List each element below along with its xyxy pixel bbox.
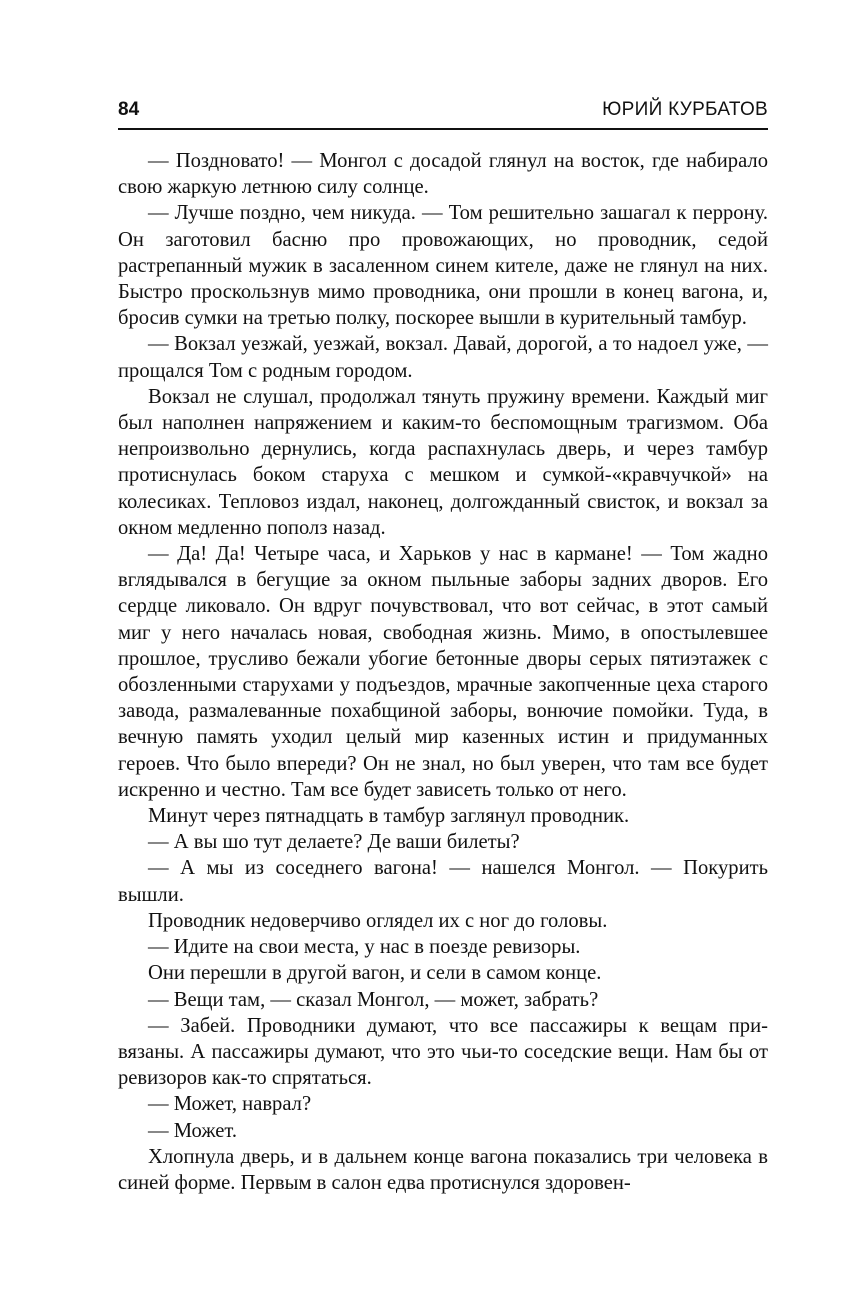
paragraph: Проводник недоверчиво оглядел их с ног до головы. xyxy=(148,909,608,932)
paragraph: — Идите на свои места, у нас в поезде ревизоры. xyxy=(148,936,581,959)
paragraph: — Лучше поздно, чем никуда. — Том решительно зашагал к перрону. Он заготовил басню про провожающих, но проводник, седой растрепанный мужик в засаленном синем кителе, даже не глянул на них. Быстро проскользнув мимо проводника, они прошли в конец вагона, и, бросив сумки на третью полку, поскорее вышли в курительный тамбур. xyxy=(118,202,768,330)
body-text xyxy=(118,148,768,1196)
paragraph: Они перешли в другой вагон, и сели в самом конце. xyxy=(148,962,602,985)
paragraph: — Да! Да! Четыре часа, и Харьков у нас в кармане! — Том жадно вглядывался в бегущие за окном пыльные заборы задних дворов. Его сердце ликовало. Он вдруг почувствовал, что вот сейчас, в этот самый миг у него началась новая, свободная жизнь. Мимо, в опостылевшее прошлое, трусливо бежали убогие бетонные дворы серых пятиэтажек с обозленными старухами у подъездов, мрачные закопченные цеха старого завода, размалеванные похабщиной заборы, вонючие помойки. Туда, в вечную память уходил целый мир казенных истин и придуманных героев. Что было впереди? Он не знал, но был уверен, что там все будет искренно и честно. Там все будет зависеть только от него. xyxy=(118,543,768,801)
paragraph: Минут через пятнадцать в тамбур заглянул проводник. xyxy=(148,805,630,828)
paragraph: — Вокзал уезжай, уезжай, вокзал. Давай, дорогой, а то надоел уже, — прощался Том с родным городом. xyxy=(118,333,768,382)
paragraph: — Забей. Проводники думают, что все пассажиры к вещам привязаны. А пассажиры думают, что это чьи-то соседские вещи. Нам бы от ревизоров как-то спрятаться. xyxy=(118,1014,768,1090)
paragraph: — Может. xyxy=(148,1119,238,1142)
page-number: 84 xyxy=(118,99,140,120)
paragraph: — Может, наврал? xyxy=(148,1093,312,1116)
page-header xyxy=(118,96,768,130)
running-head-author: ЮРИЙ КУРБАТОВ xyxy=(602,99,768,120)
paragraph: — А вы шо тут делаете? Де ваши билеты? xyxy=(148,831,520,854)
paragraph: — А мы из соседнего вагона! — нашелся Монгол. — Покурить вышли. xyxy=(118,857,768,906)
paragraph: Вокзал не слушал, продолжал тянуть пружину времени. Каждый миг был наполнен напряжением и каким-то беспомощным трагизмом. Оба непроизвольно дернулись, когда распахнулась дверь, и через тамбур протиснулась боком старуха с мешком и сумкой-«кравчучкой» на колесиках. Тепловоз издал, наконец, долгожданный свисток, и вокзал за окном медленно пополз назад. xyxy=(118,385,768,539)
paragraph: Хлопнула дверь, и в дальнем конце вагона показались три человека в синей форме. Первым в салон едва протиснулся здоровен- xyxy=(118,1145,768,1194)
paragraph: — Вещи там, — сказал Монгол, — может, забрать? xyxy=(148,988,599,1011)
paragraph: — Поздновато! — Монгол с досадой глянул на восток, где набирало свою жаркую летнюю силу солнце. xyxy=(118,150,768,199)
